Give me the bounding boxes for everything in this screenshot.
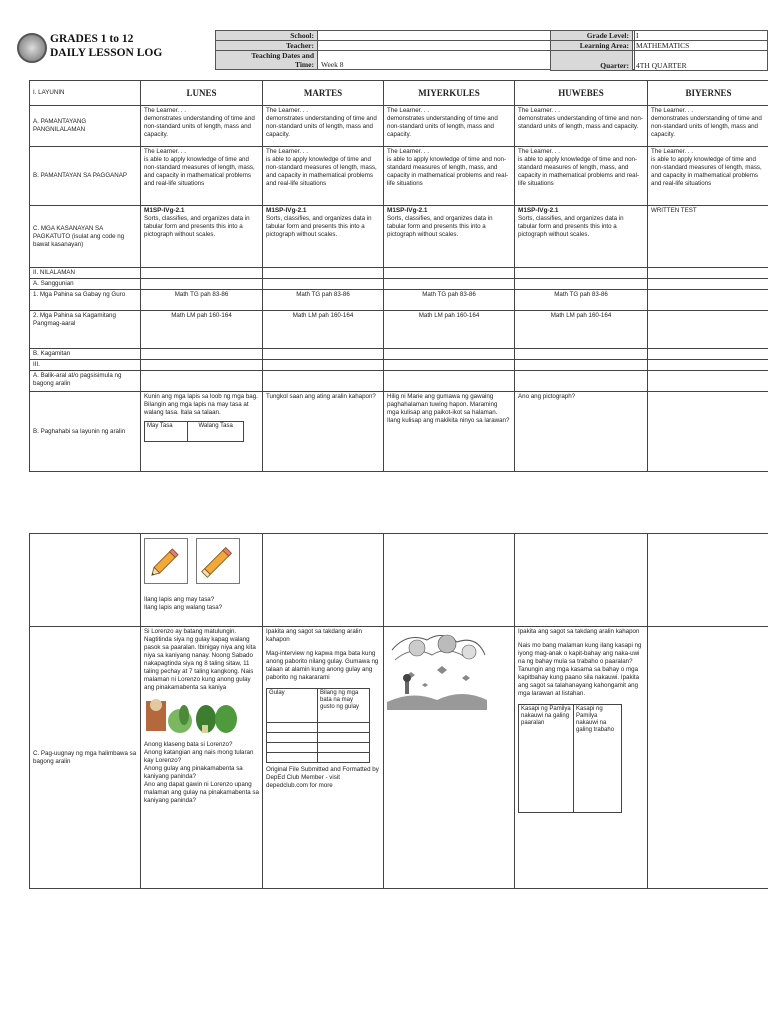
header-info-right <box>550 30 768 71</box>
pag-uugnay-wed <box>384 627 515 889</box>
content-std-text: demonstrates understanding of time and non-standard units of length, mass and capacity. <box>387 115 498 138</box>
lorenzo-question: Anong klaseng bata si Lorenzo? <box>144 741 233 748</box>
day-header: LUNES <box>141 81 263 106</box>
content-std-text: demonstrates understanding of time and non-standard units of length, mass and capacity. <box>518 115 643 130</box>
thu-assignment-text: Ipakita ang sagot sa takdang aralin kahapon <box>518 628 640 635</box>
learner-text: The Learner. . . <box>266 148 308 155</box>
day-header-row <box>30 81 768 106</box>
competency-cell <box>515 206 648 268</box>
competency-code: M1SP-IVg-2.1 <box>387 207 428 214</box>
area-value: MATHEMATICS <box>633 41 768 51</box>
perf-std-cell <box>515 147 648 206</box>
kasanayan-label: C. MGA KASANAYAN SA PAGKATUTO (isulat ang code ng bawat kasanayan) <box>30 206 141 268</box>
lm-cell: Math LM pah 160-164 <box>384 311 515 349</box>
competency-code: M1SP-IVg-2.1 <box>144 207 185 214</box>
tally-header: Walang Tasa <box>188 422 244 442</box>
content-std-cell <box>515 106 648 147</box>
content-std-cell <box>141 106 263 147</box>
lorenzo-question: Anong gulay ang pinakamabenta sa kaniyang paninda? <box>144 765 243 780</box>
pag-uugnay-thu <box>515 627 648 889</box>
nilalaman-label: II. NILALAMAN <box>30 268 141 279</box>
pencil-row <box>30 534 768 627</box>
pag-uugnay-row <box>30 627 768 889</box>
content-std-text: demonstrates understanding of time and non-standard units of length, mass and capacity. <box>266 115 377 138</box>
tg-cell: Math TG pah 83-86 <box>263 290 384 311</box>
depedclub-credit: Original File Submitted and Formatted by DepEd Club Member - visit depedclub.com for more <box>266 766 379 789</box>
iii-label: III. <box>30 360 141 371</box>
learner-text: The Learner. . . <box>144 148 186 155</box>
learner-text: The Learner. . . <box>518 107 560 114</box>
competency-code: M1SP-IVg-2.1 <box>266 207 307 214</box>
pangnilalaman-label: A. PAMANTAYANG PANGNILALAMAN <box>30 106 141 147</box>
grade-value: I <box>633 31 768 41</box>
lm-cell: Math LM pah 160-164 <box>141 311 263 349</box>
garden-sketch-image <box>387 630 511 713</box>
paghahabi-tue: Tungkol saan ang ating aralin kahapon? <box>263 392 384 472</box>
gulay-table <box>266 688 370 763</box>
perf-std-cell <box>384 147 515 206</box>
tue-assignment-text: Ipakita ang sagot sa takdang aralin kahapon <box>266 628 362 643</box>
perf-std-cell <box>648 147 768 206</box>
learner-text: The Learner. . . <box>651 107 693 114</box>
paghahabi-label: B. Paghahabi sa layunin ng aralin <box>30 392 141 472</box>
learner-text: The Learner. . . <box>518 148 560 155</box>
quarter-label: Quarter: <box>551 51 633 71</box>
form-title-line1: GRADES 1 to 12 <box>50 33 134 45</box>
family-header: Kasapi ng Pamilya nakauwi na galing paaralan <box>519 705 574 813</box>
dates-label-1: Teaching Dates and <box>251 51 314 60</box>
sanggunian-label: A. Sanggunian <box>30 279 141 290</box>
grade-label: Grade Level: <box>551 31 633 41</box>
pencil-icon <box>144 538 188 584</box>
day-header: MARTES <box>263 81 384 106</box>
perf-std-text: is able to apply knowledge of time and non-standard measures of length, mass, and capacity in mathematical problems and real-life situations <box>387 156 509 187</box>
family-header: Kasapi ng Pamilya nakauwi na galing trabaho <box>574 705 622 813</box>
tue-interview-text: Mag-interview ng kapwa mga bata kung anong paborito nilang gulay. Gumawa ng talaan at alamin kung anong gulay ang paborito ng nakararami <box>266 650 379 681</box>
day-header: MIYERKULES <box>384 81 515 106</box>
competency-text: Sorts, classifies, and organizes data in tabular form and presents this into a pictograph without scales. <box>387 215 493 238</box>
learner-text: The Learner. . . <box>387 107 429 114</box>
dates-label <box>216 51 318 70</box>
perf-std-cell <box>263 147 384 206</box>
paghahabi-row <box>30 392 768 472</box>
pag-uugnay-label: C. Pag-uugnay ng mga halimbawa sa bagong aralin <box>30 627 141 889</box>
pag-uugnay-mon <box>141 627 263 889</box>
school-label: School: <box>216 31 318 41</box>
balik-label: A. Balik-aral at/o pagsisimula ng bagong aralin <box>30 371 141 392</box>
tg-cell: Math TG pah 83-86 <box>384 290 515 311</box>
lorenzo-question: Ano ang dapat gawin ni Lorenzo upang malaman ang gulay na pinakamabenta sa kaniyang paninda? <box>144 781 259 804</box>
performance-standard-row <box>30 147 768 206</box>
perf-std-text: is able to apply knowledge of time and non-standard measures of length, mass, and capacity in mathematical problems and real-life situations <box>651 156 762 187</box>
competency-text: Sorts, classifies, and organizes data in tabular form and presents this into a pictograph without scales. <box>266 215 372 238</box>
lesson-log-table <box>29 80 768 472</box>
competency-text: Sorts, classifies, and organizes data in tabular form and presents this into a pictograph without scales. <box>518 215 624 238</box>
content-std-text: demonstrates understanding of time and non-standard units of length, mass and capacity. <box>144 115 255 138</box>
competency-code: M1SP-IVg-2.1 <box>518 207 559 214</box>
paghahabi-thu: Ano ang pictograph? <box>515 392 648 472</box>
nilalaman-row <box>30 268 768 279</box>
content-std-cell <box>648 106 768 147</box>
lm-row <box>30 311 768 349</box>
tg-cell: Math TG pah 83-86 <box>141 290 263 311</box>
competency-cell <box>141 206 263 268</box>
dates-label-2: Time: <box>294 60 314 69</box>
lm-cell: Math LM pah 160-164 <box>263 311 384 349</box>
tg-cell: Math TG pah 83-86 <box>515 290 648 311</box>
paghahabi-wed: Hilig ni Marie ang gumawa ng gawaing paghahalaman tuwing hapon. Maraming mga kulisap ang paikot-ikot sa halaman. Ilang kulisap ang makikita ninyo sa larawan? <box>384 392 515 472</box>
vegetables-image <box>144 695 259 738</box>
teacher-label: Teacher: <box>216 41 318 51</box>
perf-std-text: is able to apply knowledge of time and non-standard measures of length, mass, and capacity in mathematical problems and real-life situations <box>144 156 255 187</box>
lorenzo-story: Si Lorenzo ay batang matulungin. Nagtitinda siya ng gulay kapag walang pasok sa paaralan. Ibinigay niya ang kita niya sa kaniyang nanay. Noong Sabado nakapagtinda siya ng 8 taling sitaw, 11 taling pechay at 7 taling kangkong. Nais malaman ni Lorenzo kung anong gulay ang pinakamabenta sa kaniya <box>144 628 256 691</box>
tg-row <box>30 290 768 311</box>
competency-cell <box>648 206 768 268</box>
lorenzo-question: Anong katangian ang nais mong tularan kay Lorenzo? <box>144 749 254 764</box>
perf-std-cell <box>141 147 263 206</box>
paghahabi-mon <box>141 392 263 472</box>
kagamitan-row <box>30 349 768 360</box>
day-header: BIYERNES <box>648 81 768 106</box>
kagamitan-label: B. Kagamitan <box>30 349 141 360</box>
day-header: HUWEBES <box>515 81 648 106</box>
content-std-text: demonstrates understanding of time and non-standard units of length, mass and capacity. <box>651 115 762 138</box>
perf-std-text: is able to apply knowledge of time and non-standard measures of length, mass, and capacity in mathematical problems and real-life situations <box>518 156 640 187</box>
balik-aral-row <box>30 371 768 392</box>
paghahabi-mon-text: Kunin ang mga lapis sa loob ng mga bag. Bilangin ang mga lapis na may tasa at walang tasa. Itala sa talaan. <box>144 393 258 416</box>
thu-family-text: Nais mo bang malaman kung ilang kasapi ng iyong mag-anak o kapit-bahay ang naka-uwi na ng bahay mula sa trabaho o paaralan? Tanungin ang mga kasama sa bahay o mga kapitbahay kung paano sila nakauwi. Ipakita ang sagot sa talahanayang kahongamit ang mga larawan at listahan. <box>518 642 642 697</box>
competency-row <box>30 206 768 268</box>
written-test-text: WRITTEN TEST <box>651 207 697 214</box>
learner-text: The Learner. . . <box>144 107 186 114</box>
tally-header: May Tasa <box>145 422 188 442</box>
pencil-cell <box>141 534 263 627</box>
area-label: Learning Area: <box>551 41 633 51</box>
tally-table <box>144 421 244 442</box>
pencil-question: Ilang lapis ang may tasa? <box>144 596 215 603</box>
lm-cell: Math LM pah 160-164 <box>515 311 648 349</box>
pencil-icon <box>196 538 240 584</box>
quarter-value: 4TH QUARTER <box>633 51 768 71</box>
content-std-cell <box>263 106 384 147</box>
learner-text: The Learner. . . <box>387 148 429 155</box>
learner-text: The Learner. . . <box>266 107 308 114</box>
lesson-log-table-continued <box>29 533 768 889</box>
learner-text: The Learner. . . <box>651 148 693 155</box>
pagganap-label: B. PAMANTAYAN SA PAGGANAP <box>30 147 141 206</box>
form-title-line2: DAILY LESSON LOG <box>50 47 163 59</box>
perf-std-text: is able to apply knowledge of time and non-standard measures of length, mass, and capacity in mathematical problems and real-life situations <box>266 156 377 187</box>
competency-text: Sorts, classifies, and organizes data in tabular form and presents this into a pictograph without scales. <box>144 215 250 238</box>
sanggunian-row <box>30 279 768 290</box>
layunin-label: I. LAYUNIN <box>30 81 141 106</box>
content-std-cell <box>384 106 515 147</box>
gabay-label: 1. Mga Pahina sa Gabay ng Guro <box>30 290 141 311</box>
gulay-header: Gulay <box>267 689 318 723</box>
pencil-question: Ilang lapis ang walang tasa? <box>144 604 223 611</box>
pag-uugnay-tue <box>263 627 384 889</box>
iii-row <box>30 360 768 371</box>
family-table <box>518 704 622 813</box>
dates-value: Week 8 <box>318 51 635 70</box>
competency-cell <box>263 206 384 268</box>
deped-seal-icon <box>17 33 47 63</box>
content-standard-row <box>30 106 768 147</box>
gulay-header: Bilang ng mga bata na may gusto ng gulay <box>318 689 370 723</box>
kagamitang-label: 2. Mga Pahina sa Kagamitang Pangmag-aaral <box>30 311 141 349</box>
competency-cell <box>384 206 515 268</box>
